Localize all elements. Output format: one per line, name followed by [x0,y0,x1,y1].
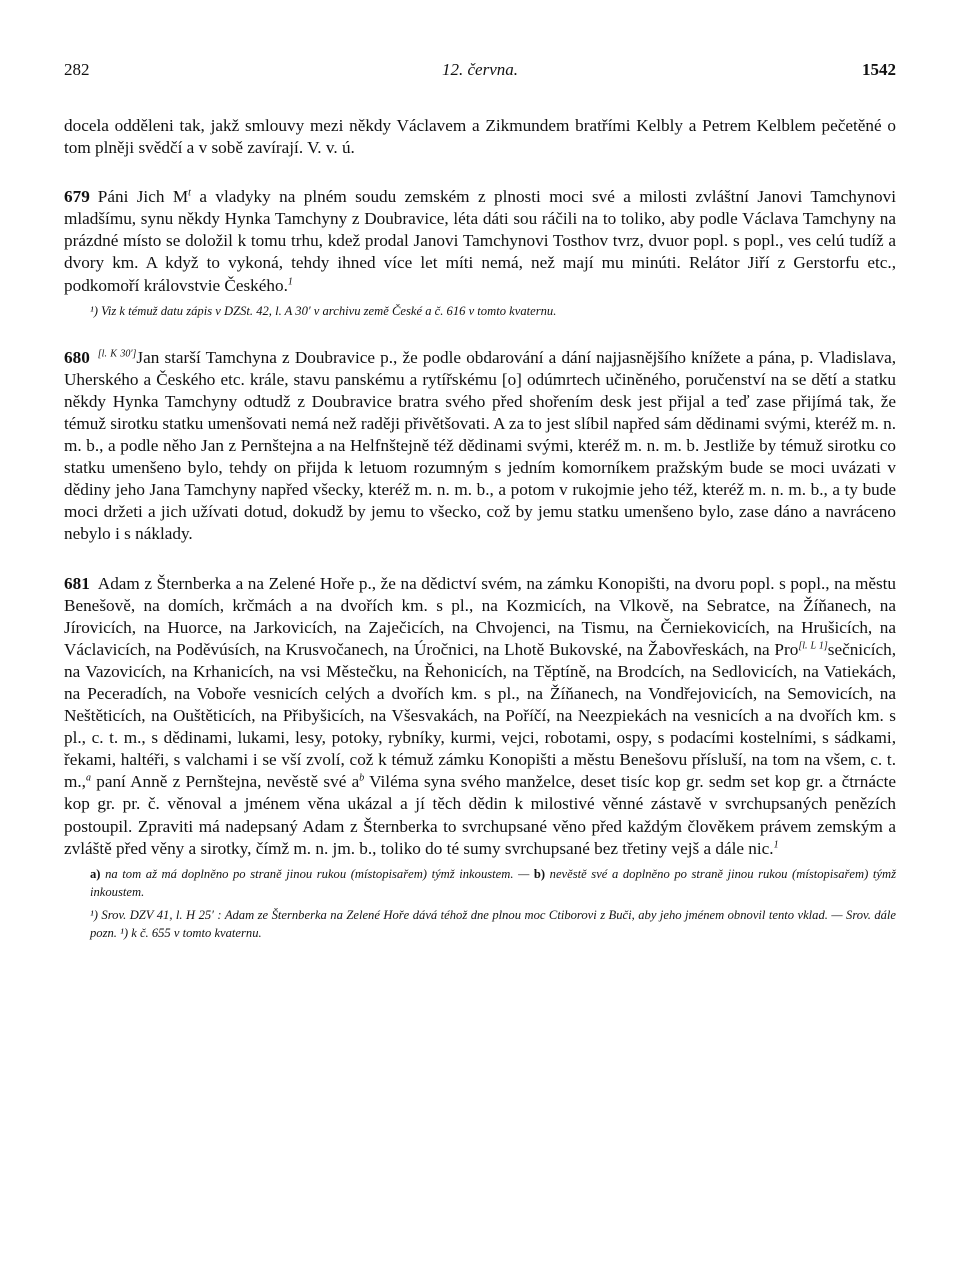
entry-number: 680 [64,347,90,367]
entry-text: Adam z Šternberka a na Zelené Hoře p., že na dědictví svém, na zámku Konopišti, na dvoru popl. s popl., na městu Benešově, na domích, krčmách a na dvořích km. s pl., na Kozmicích, na Vlkově, na Sebratce, na Žíňanech, na Jírovicích, na Huorce, na Jarkovicích, na Zaječicích, na Chvojenci, na Tismu, na Černiekovicích, na Hrušicích, na Václavicích, na Poděvúsích, na Krusvočanech, na Úročnici, na Lhotě Bukovské, na Žabovřeskách, na Pro [64,573,896,659]
entry-number: 681 [64,573,90,593]
document-page [64,60,896,942]
note-ref-a: a [85,772,91,784]
note-text: nevěstě své a doplněno po straně jinou rukou (místopisařem) týmž inkoustem. [90,866,896,899]
note-ref-b: b [359,772,365,784]
intro-paragraph: docela odděleni tak, jakž smlouvy mezi někdy Václavem a Zikmundem bratřími Kelbly a Petrem Kelblem pečetěné o tom plněji svědčí a v sobě zavírají. V. v. ú. [64,116,896,158]
textual-notes-681 [64,865,896,901]
footnote-679: ¹) Viz k témuž datu zápis v DZSt. 42, l. A 30′ v archivu země České a č. 616 v tomto kvaternu. [90,303,557,318]
entry-text: Jan starší Tamchyna z Doubravice p., že podle obdarování a dání najjasnějšího knížete a pána, p. Vladislava, Uherského a Českého etc. krále, stavu panskému a rytířskému [o] odúmrtech učiněného, poručenství na se dětí a statku někdy Hynka Tamchyny odtudž z Doubravice bratra svého před shořením desk jest přijal a teď zase přijímá tak, že témuž sirotku statku umenšovati nemá než raději přivětšovati. A za to jest slíbil napřed sám dědinami svými, kteréž m. n. m. b., a podle něho Jan z Pernštejna a na Helfnštejně též dědinami svými, kteréž m. n. m. b. Jestliže by témuž sirotku co statku umenšeno bylo, tehdy on přijda k letuom rozumným s jedním komorníkem pražským bude se moci uvázati v dědiny jeho Jana Tamchyny napřed všecky, kteréž m. n. m. b., a potom v rukojmie jeho též, kteréž m. n. m. b., a ty bude moci držeti a jich užívati dotud, dokudž by jemu to všecko, což by jemu statku umenšeno bylo, zase dáno a navráceno nebylo i s náklady. [64,347,897,544]
entry-679 [64,186,896,296]
running-year: 1542 [862,60,896,79]
footnote-ref: 1 [773,838,779,850]
page-number: 282 [64,60,90,79]
entry-text: paní Anně z Pernštejna, nevěstě své a [90,772,360,792]
entry-text: Viléma syna svého manželce, deset tisíc kop gr. sedm set kop gr. a čtrnácte kop gr. pr. č. věnoval a jménem věna ukázal a jí těch dědin k milostivé věnné zástavě v svrchupsaných penězích postoupil. Zpraviti má nadepsaný Adam z Šternberka to svrchupsané věno před každým člověkem právem zemským a zvláště před věny a sirotky, čímž m. n. jm. b., toliko do té sumy svrchupsané bez třetiny vejš a dále nic. [64,772,896,858]
entry-681 [64,573,896,860]
entry-text: sečnicích, na Vazovicích, na Krhanicích, na vsi Městečku, na Řehonicích, na Těptíně, na Brodcích, na Sedlovicích, na Vatiekách, na Peceradích, na Vobořе vesnicích celých a dvořích km. s pl., na Žíňanech, na Vondřejovicích, na Semovicích, na Neštěticích, na Ouštěticích, na Přibyšicích, na Všesvakách, na Poříčí, na Neezpiekách na vesnicích a na dvořích km. s pl., c. t. m., s dědinami, lukami, lesy, potoky, rybníky, kurmi, vejci, robotami, ospy, s podacími kostelními, s sádkami, řekami, haltéři, s valchami i se vší zvolí, což k témuž zámku Konopišti a městu Benešovu přísluší, na tom na všem, c. t. m., [64,639,896,792]
footnote-ref: 1 [287,275,293,287]
entry-number: 679 [64,187,90,207]
folio-marker: [l. L 1] [798,640,828,652]
superscript: t [188,187,191,199]
running-date: 12. června. [441,60,518,79]
note-text: na tom až má doplněno po straně jinou rukou (místopisařem) týmž inkoustem. — [100,866,534,881]
folio-marker: [l. K 30′] [97,347,137,359]
entry-text: a vladyky na plném soudu zemském z plnosti moci své a milosti zvláštní Janovi Tamchynovi mladšímu, synu někdy Hynka Tamchyny z Doubravice, léta dáti sou ráčili na to toliko, aby podle Václava Tamchyny na prázdné místo se doložil k tomu trhu, kdež prodal Janovi Tamchynovi Tosthov tvrz, dvuor popl. s popl., ves celú tudíž a dvory km. A když to vykoná, tehdy ihned více let míti nemá, než mají mu minúti. Relátor Jiří z Gerstorfu etc., podkomoří královstvie Českého. [64,187,896,295]
entry-680 [64,347,896,546]
page-header [64,60,896,90]
note-label: a) [90,866,101,881]
note-label: b) [533,866,546,881]
footnote-681: ¹) Srov. DZV 41, l. H 25′ : Adam ze Šternberka na Zelené Hoře dává téhož dne plnou moc Ctiborovi z Buči, aby jeho jménem obnovil tento vklad. — Srov. dále pozn. ¹) k č. 655 v tomto kvaternu. [90,907,896,940]
entry-text: Páni Jich M [97,187,189,207]
